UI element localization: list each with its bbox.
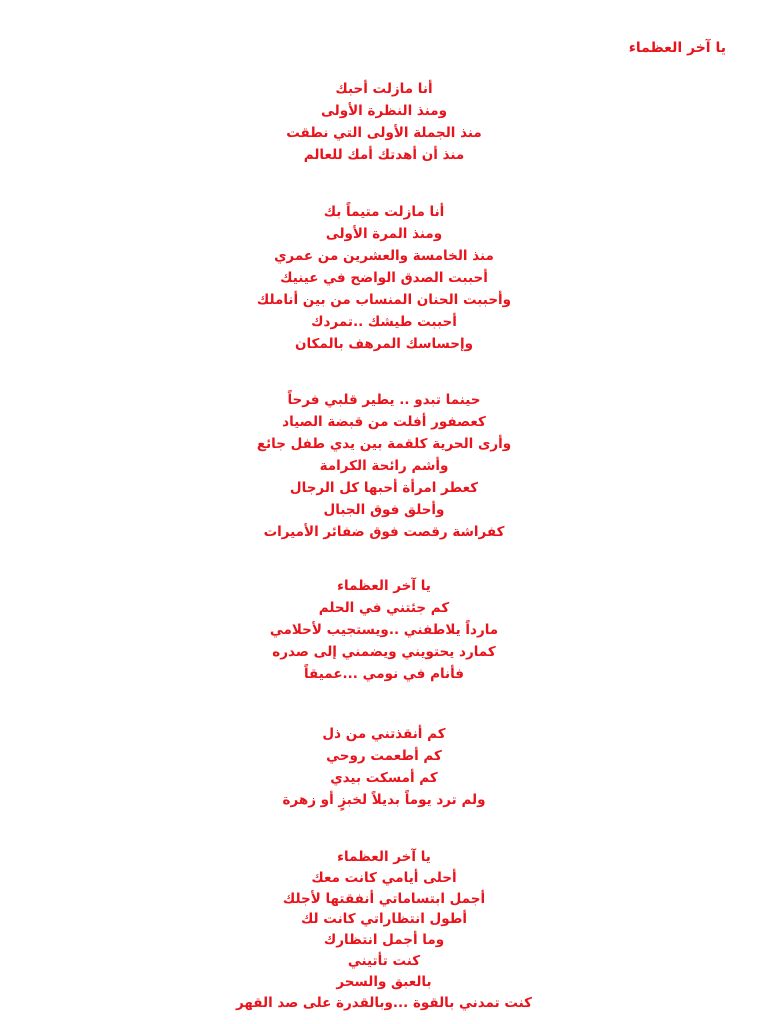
stanza-1 [0,78,768,166]
poem-line: كعصفور أفلت من قبضة الصياد [282,414,486,430]
poem-line: أجمل ابتساماتي أنفقتها لأجلك [282,890,486,907]
poem-line: كنت تأتيني [347,952,421,969]
poem-line: كم أمسكت بيدي [330,770,438,786]
poem-line: أحلى أيامي كانت معك [311,869,457,886]
poem-line: ومنذ المرة الأولى [325,226,443,242]
poem-line: منذ أن أهدتك أمك للعالم [303,147,465,163]
poem-line: كم جئتني في الحلم [318,600,450,616]
poem-line: منذ الجملة الأولى التي نطقت [286,125,482,141]
poem-line: كنت تمدني بالقوة ...وبالقدرة على صد القهر [235,994,533,1011]
poem-line: بالعبق والسحر [336,973,432,990]
poem-line: وما أجمل انتظارك [323,932,445,949]
stanza-4 [0,575,768,685]
poem-line: أطول انتظاراتي كانت لك [300,911,468,928]
poem-line: كعطر امرأة أحبها كل الرجال [289,480,479,496]
poem-line: يا آخر العظماء [337,578,431,594]
poem-line: مارداً يلاطفني ..ويستجيب لأحلامي [269,622,499,638]
poem-line: وأحببت الحنان المنساب من بين أناملك [256,292,512,308]
poem-line: أنا مازلت متيماً بك [323,204,445,220]
stanza-3 [0,389,768,543]
poem-line: كمارد يحتويني ويضمني إلى صدره [272,644,496,660]
poem-line: وإحساسك المرهف بالمكان [294,336,474,352]
stanza-5 [0,723,768,811]
stanza-2 [0,201,768,355]
poem-line: حينما تبدو .. يطير قلبي فرحاً [287,392,481,408]
poem-line: وأشم رائحة الكرامة [319,458,449,474]
poem-line: ومنذ النظرة الأولى [321,103,447,119]
poem-line: فأنام في نومي ...عميقاً [303,666,465,682]
poem-line: أحببت الصدق الواضح في عينيك [280,270,488,286]
poem-line: منذ الخامسة والعشرين من عمري [274,248,494,264]
poem-line: يا آخر العظماء [337,849,431,865]
poem-line: وأرى الحرية كلقمة بين يدي طفل جائع [256,436,512,452]
poem-line: أنا مازلت أحبك [335,81,433,97]
poem-line: كفراشة رقصت فوق ضفائر الأميرات [263,524,505,540]
stanza-6 [0,847,768,1013]
poem-title: يا آخر العظماء [628,40,726,56]
poem-line: وأحلق فوق الجبال [323,502,445,518]
poem-line: كم أطعمت روحي [326,748,442,764]
poem-line: أحببت طيشك ..تمردك [311,314,457,330]
poem-line: كم أنقذتني من ذل [322,726,446,742]
poem-line: ولم ترد يوماً بديلاً لخبزٍ أو زهرة [282,792,486,808]
